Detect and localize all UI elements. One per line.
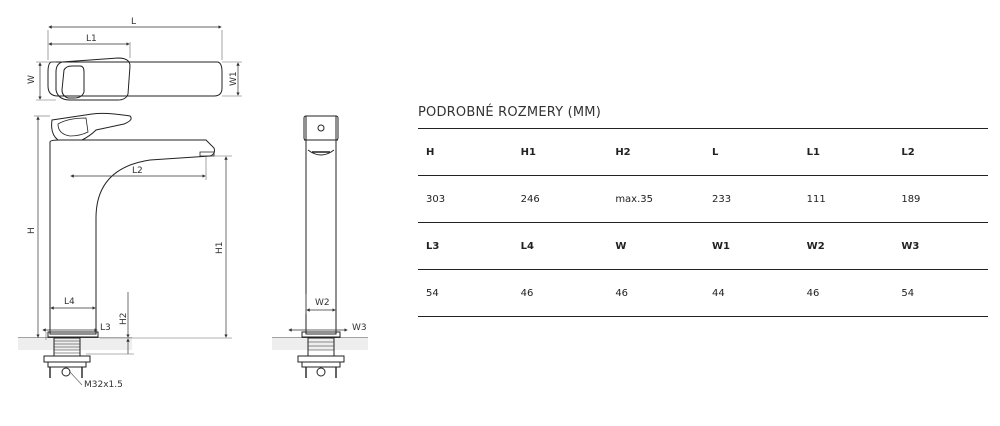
header-cell: L2 (901, 146, 915, 158)
spec-title: PODROBNÉ ROZMERY (MM) (418, 105, 601, 120)
header-cell: W2 (806, 240, 825, 252)
dim-label-H1: H1 (215, 241, 225, 254)
dim-label-H: H (27, 227, 37, 234)
value-cell: 54 (426, 287, 439, 299)
thread-label: M32x1.5 (84, 380, 123, 390)
value-cell: 46 (615, 287, 629, 299)
dimension-table (418, 128, 988, 317)
dim-label-L4: L4 (64, 297, 75, 307)
top-view (27, 17, 242, 100)
dim-label-L3: L3 (100, 323, 111, 333)
header-cell: W1 (712, 240, 731, 252)
header-cell: H (426, 146, 435, 158)
header-cell: H1 (520, 146, 536, 158)
dim-label-W2: W2 (315, 298, 330, 308)
dim-label-L: L (131, 17, 137, 27)
value-cell: 189 (901, 193, 921, 205)
table-value-row (418, 176, 988, 223)
header-cell: L1 (806, 146, 821, 158)
dim-label-W1: W1 (229, 71, 239, 86)
header-cell: W (615, 240, 627, 252)
value-cell: 233 (712, 193, 732, 205)
dim-label-W3: W3 (352, 323, 367, 333)
dim-label-L1: L1 (86, 34, 97, 44)
dim-label-W: W (27, 75, 37, 84)
header-cell: H2 (615, 146, 631, 158)
dim-label-H2: H2 (119, 312, 129, 325)
header-cell: L4 (520, 240, 534, 252)
header-cell: L (712, 146, 719, 158)
dim-label-L2: L2 (132, 166, 143, 176)
value-cell: 46 (520, 287, 534, 299)
side-view (272, 116, 368, 378)
value-cell: 46 (806, 287, 820, 299)
value-cell: 303 (426, 193, 446, 205)
header-cell: W3 (901, 240, 920, 252)
value-cell: 44 (712, 287, 725, 299)
table-value-row (418, 270, 988, 317)
technical-drawing (0, 0, 400, 426)
table-header-row (418, 129, 988, 176)
table-header-row (418, 223, 988, 270)
value-cell: 54 (901, 287, 915, 299)
value-cell: 246 (520, 193, 540, 205)
value-cell: 111 (806, 193, 826, 205)
header-cell: L3 (426, 240, 440, 252)
value-cell: max.35 (615, 193, 654, 205)
front-view (18, 113, 232, 390)
